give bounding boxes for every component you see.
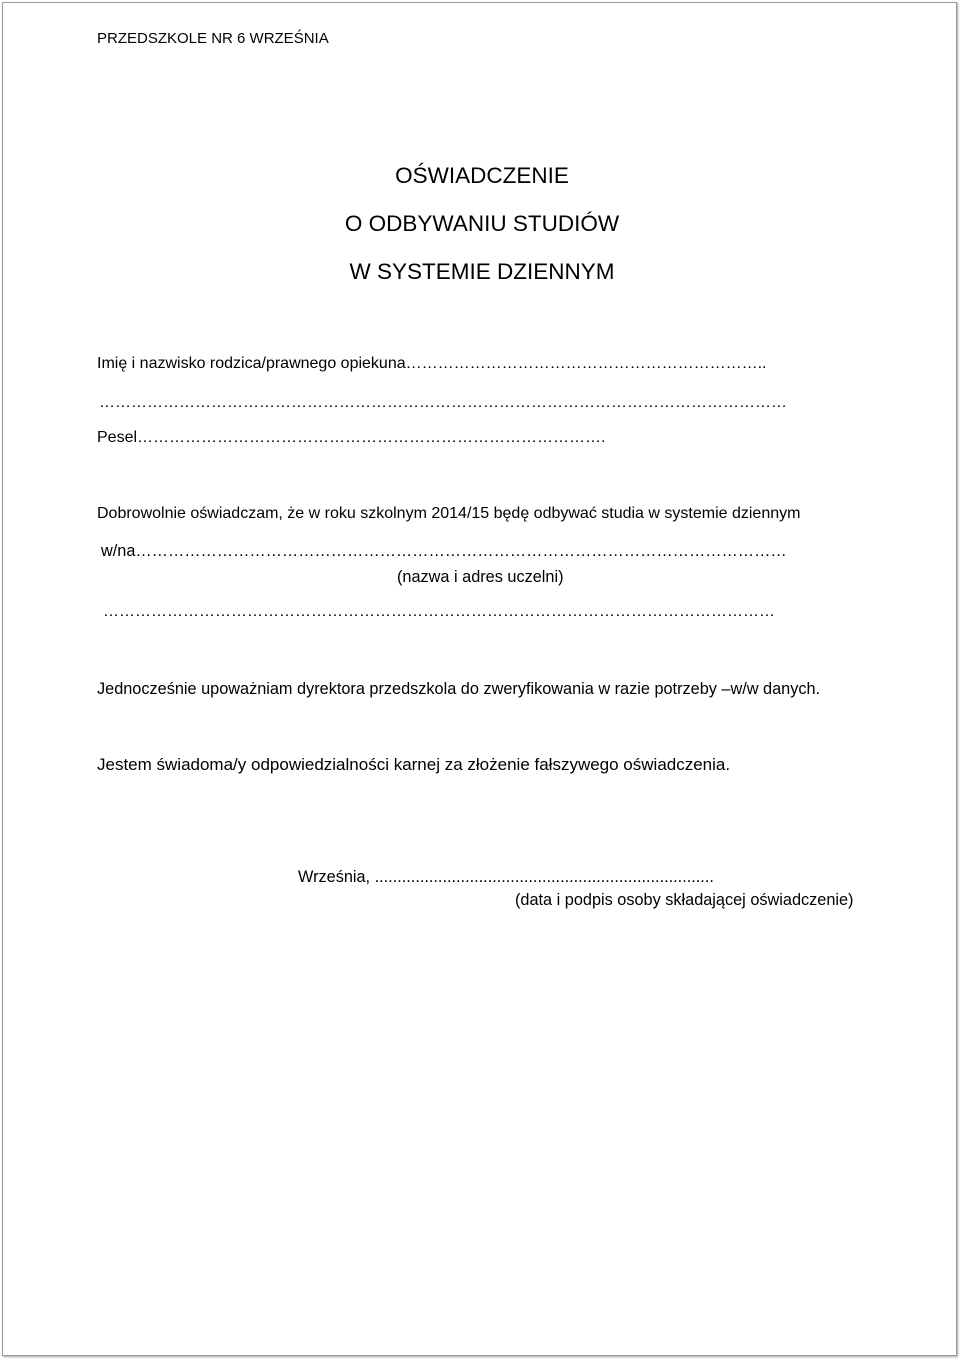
signature-caption: (data i podpis osoby składającej oświadczenie) xyxy=(515,891,854,909)
parent-name-field: Imię i nazwisko rodzica/prawnego opiekuna………………………………………………………….. xyxy=(97,355,767,372)
institution-header: PRZEDSZKOLE NR 6 WRZEŚNIA xyxy=(97,30,329,47)
document-title-line-2: O ODBYWANIU STUDIÓW xyxy=(344,211,620,236)
declaration-text: Dobrowolnie oświadczam, że w roku szkolnym 2014/15 będę odbywać studia w systemie dziennym xyxy=(97,505,801,522)
responsibility-text: Jestem świadoma/y odpowiedzialności karnej za złożenie fałszywego oświadczenia. xyxy=(97,755,731,774)
document-page xyxy=(2,2,957,1356)
document-title-line-3: W SYSTEMIE DZIENNYM xyxy=(349,259,615,284)
parent-name-continuation-line: ………………………………………………………………………………………………………………… xyxy=(99,394,787,411)
university-field: w/na………………………………………………………………………………………………………… xyxy=(101,542,787,560)
university-caption: (nazwa i adres uczelni) xyxy=(397,568,564,586)
place-date-field: Września, ........................................................................... xyxy=(298,868,714,886)
document-title-line-1: OŚWIADCZENIE xyxy=(395,163,569,188)
authorization-text: Jednocześnie upoważniam dyrektora przedszkola do zweryfikowania w razie potrzeby –w/w danych. xyxy=(97,680,821,698)
pesel-field: Pesel……………………………………………………………………………. xyxy=(97,429,606,446)
university-continuation-line: ……………………………………………………………………………………………………………… xyxy=(103,603,775,620)
